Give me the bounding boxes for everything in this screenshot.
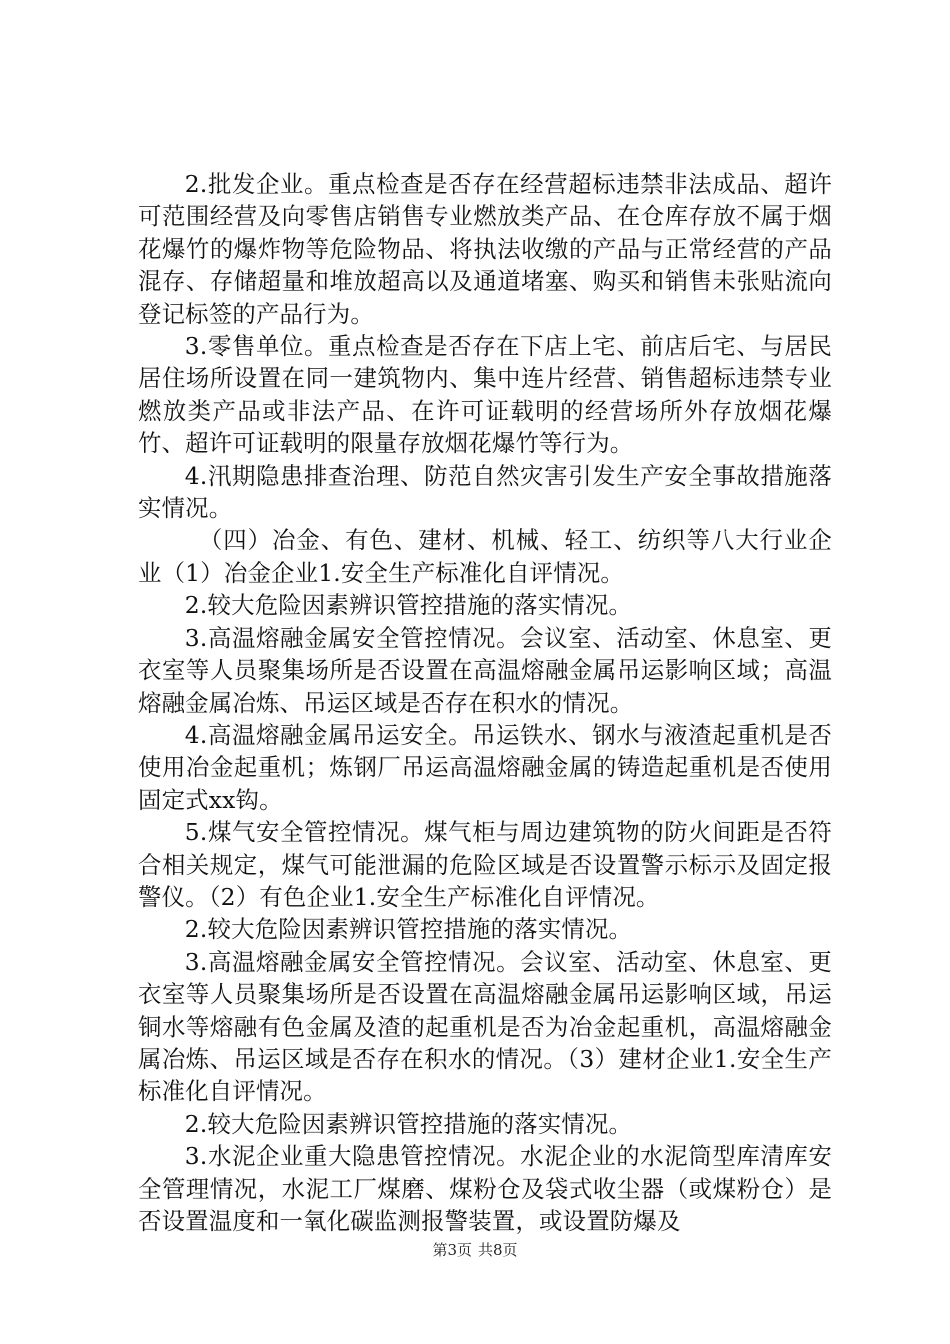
page-total: 共8页: [478, 1241, 518, 1259]
paragraph-metallurgy-risk: 2.较大危险因素辨识管控措施的落实情况。: [184, 591, 633, 620]
paragraph-nonferrous-risk: 2.较大危险因素辨识管控措施的落实情况。: [184, 915, 633, 944]
paragraph-retail: 3.零售单位。重点检查是否存在下店上宅、前店后宅、与居民居住场所设置在同一建筑物内、集中连片经营、销售超标违禁专业燃放类产品或非法产品、在许可证载明的经营场所外存放烟花爆竹、超许可证载明的限量存放烟花爆竹等行为。: [138, 332, 832, 458]
paragraph-building-materials-risk: 2.较大危险因素辨识管控措施的落实情况。: [184, 1109, 633, 1138]
paragraph-flood-season: 4.汛期隐患排查治理、防范自然灾害引发生产安全事故措施落实情况。: [138, 461, 832, 523]
paragraph-cement-hazards: 3.水泥企业重大隐患管控情况。水泥企业的水泥筒型库清库安全管理情况，水泥工厂煤磨、煤粉仓及袋式收尘器（或煤粉仓）是否设置温度和一氧化碳监测报警装置，或设置防爆及: [138, 1142, 832, 1235]
paragraph-nonferrous-molten-metal: 3.高温熔融金属安全管控情况。会议室、活动室、休息室、更衣室等人员聚集场所是否设置在高温熔融金属吊运影响区域，吊运铜水等熔融有色金属及渣的起重机是否为冶金起重机，高温熔融金属冶炼、吊运区域是否存在积水的情况。（3）建材企业1.安全生产标准化自评情况。: [138, 947, 832, 1106]
page-number: 第3页: [432, 1241, 472, 1259]
paragraph-wholesale: 2.批发企业。重点检查是否存在经营超标违禁非法成品、超许可范围经营及向零售店销售专业燃放类产品、在仓库存放不属于烟花爆竹的爆炸物等危险物品、将执法收缴的产品与正常经营的产品混存、存储超量和堆放超高以及通道堵塞、购买和销售未张贴流向登记标签的产品行为。: [138, 170, 832, 328]
paragraph-section-four: （四）冶金、有色、建材、机械、轻工、纺织等八大行业企业（1）冶金企业1.安全生产标准化自评情况。: [138, 526, 832, 587]
paragraph-metallurgy-lifting: 4.高温熔融金属吊运安全。吊运铁水、钢水与液渣起重机是否使用冶金起重机；炼钢厂吊运高温熔融金属的铸造起重机是否使用固定式xx钩。: [138, 720, 832, 814]
paragraph-metallurgy-molten-metal: 3.高温熔融金属安全管控情况。会议室、活动室、休息室、更衣室等人员聚集场所是否设置在高温熔融金属吊运影响区域；高温熔融金属冶炼、吊运区域是否存在积水的情况。: [138, 623, 832, 717]
document-body: [138, 168, 832, 1237]
paragraph-gas-safety: 5.煤气安全管控情况。煤气柜与周边建筑物的防火间距是否符合相关规定，煤气可能泄漏的危险区域是否设置警示标示及固定报警仪。（2）有色企业1.安全生产标准化自评情况。: [138, 818, 832, 911]
page-footer: [0, 1240, 950, 1260]
